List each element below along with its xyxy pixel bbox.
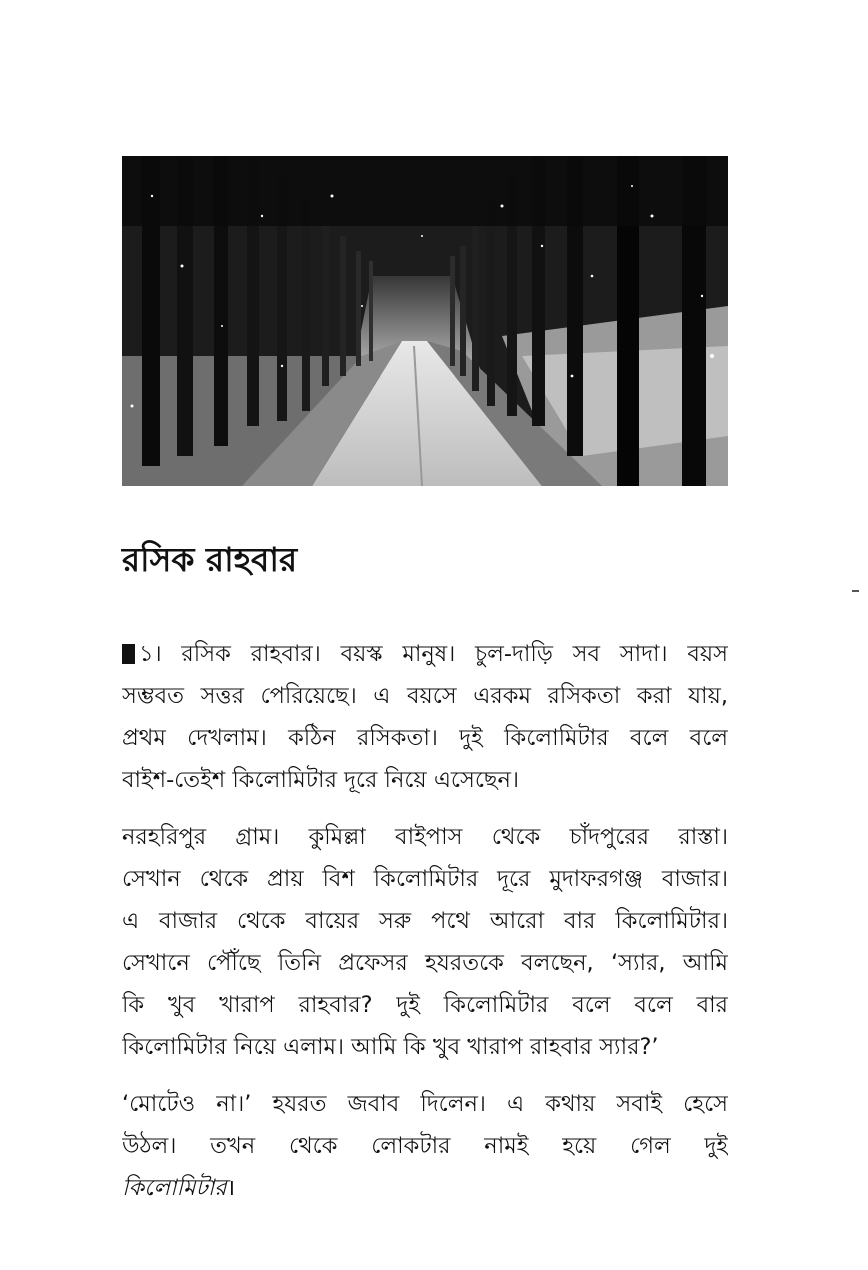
paragraph-line: এ বাজার থেকে বায়ের সরু পথে আরো বার কিলোমিটার। bbox=[122, 908, 728, 934]
paragraph-line: ১। রসিক রাহবার। বয়স্ক মানুষ। চুল-দাড়ি সব সাদা। বয়স bbox=[122, 633, 728, 675]
paragraph-line: নরহরিপুর গ্রাম। কুমিল্লা বাইপাস থেকে চাঁদপুরের রাস্তা। bbox=[122, 824, 728, 850]
section-number: ১। bbox=[139, 641, 162, 667]
paragraph-line: সেখান থেকে প্রায় বিশ কিলোমিটার দূরে মুদাফরগঞ্জ বাজার। bbox=[122, 866, 728, 892]
square-bullet-icon bbox=[122, 644, 135, 664]
italic-word: কিলোমিটার bbox=[122, 1175, 227, 1201]
paragraph-3 bbox=[122, 1083, 728, 1209]
paragraph-line: কিলোমিটার নিয়ে এলাম। আমি কি খুব খারাপ রাহবার স্যার?’ bbox=[122, 1034, 659, 1060]
paragraph-line: সম্ভবত সত্তর পেরিয়েছে। এ বয়সে এরকম রসিকতা করা যায়, bbox=[122, 683, 728, 709]
chapter-title: রসিক রাহবার bbox=[122, 540, 298, 579]
paragraph-line: বাইশ-তেইশ কিলোমিটার দূরে নিয়ে এসেছেন। bbox=[122, 767, 519, 793]
paragraph-line: উঠল। তখন থেকে লোকটার নামই হয়ে গেল দুই bbox=[122, 1133, 728, 1159]
paragraph-line: প্রথম দেখলাম। কঠিন রসিকতা। দুই কিলোমিটার বলে বলে bbox=[122, 725, 728, 751]
page-edge-mark bbox=[852, 590, 859, 592]
paragraph-line: ‘মোটেও না।’ হযরত জবাব দিলেন। এ কথায় সবাই হেসে bbox=[122, 1091, 728, 1117]
paragraph-line: কিলোমিটার। bbox=[122, 1175, 236, 1201]
paragraph-line: কি খুব খারাপ রাহবার? দুই কিলোমিটার বলে বলে বার bbox=[122, 992, 728, 1018]
paragraph-1 bbox=[122, 633, 728, 801]
tree-lined-road-illustration bbox=[122, 156, 728, 486]
paragraph-2 bbox=[122, 816, 728, 1068]
paragraph-line: সেখানে পৌঁছে তিনি প্রফেসর হযরতকে বলছেন, ‘স্যার, আমি bbox=[122, 950, 728, 976]
